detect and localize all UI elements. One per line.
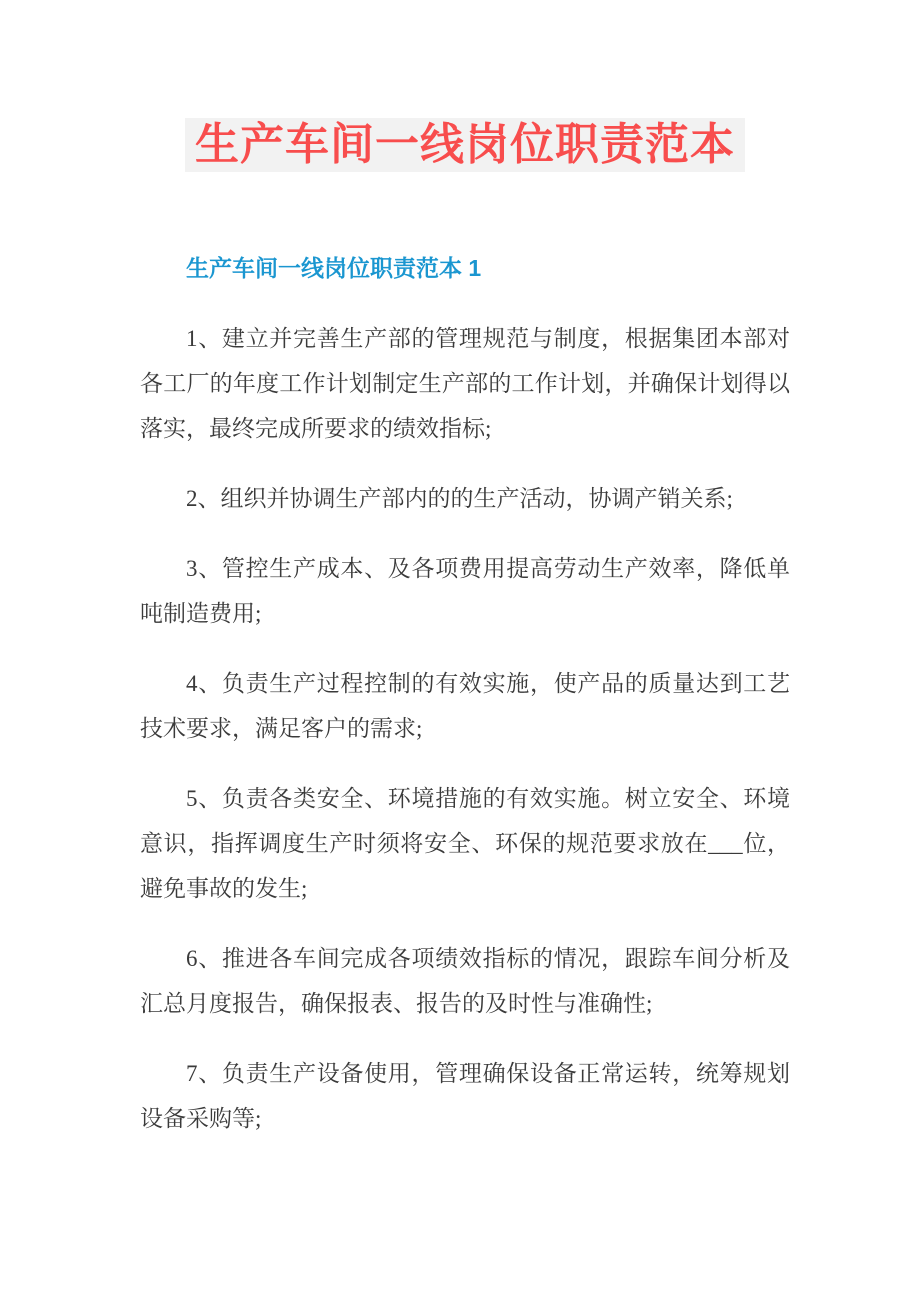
document-title-row — [140, 118, 790, 172]
paragraph-7: 7、负责生产设备使用，管理确保设备正常运转，统筹规划设备采购等; — [140, 1061, 790, 1131]
paragraph-3: 3、管控生产成本、及各项费用提高劳动生产效率，降低单吨制造费用; — [140, 556, 790, 626]
paragraph-1: 1、建立并完善生产部的管理规范与制度，根据集团本部对各工厂的年度工作计划制定生产部的工作计划，并确保计划得以落实，最终完成所要求的绩效指标; — [140, 326, 790, 441]
section-heading: 生产车间一线岗位职责范本 1 — [186, 255, 482, 281]
document-title: 生产车间一线岗位职责范本 — [185, 118, 745, 172]
paragraph-4: 4、负责生产过程控制的有效实施，使产品的质量达到工艺技术要求，满足客户的需求; — [140, 671, 790, 741]
paragraph-5: 5、负责各类安全、环境措施的有效实施。树立安全、环境意识，指挥调度生产时须将安全、环保的规范要求放在___位，避免事故的发生; — [140, 786, 790, 901]
paragraph-6: 6、推进各车间完成各项绩效指标的情况，跟踪车间分析及汇总月度报告，确保报表、报告的及时性与准确性; — [140, 946, 790, 1016]
paragraph-2: 2、组织并协调生产部内的的生产活动，协调产销关系; — [186, 486, 733, 511]
